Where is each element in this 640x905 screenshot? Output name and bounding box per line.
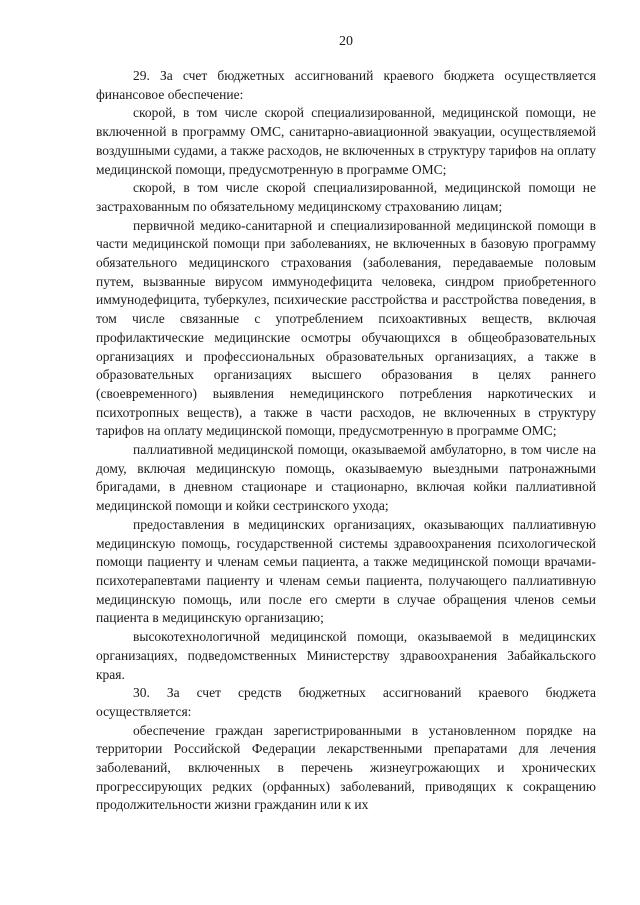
page-number: 20	[339, 34, 353, 49]
paragraph: первичной медико-санитарной и специализированной медицинской помощи в части медицинской помощи при заболеваниях, не включенных в базовую программу обязательного медицинского страхования (заболевания, передаваемые половым путем, вызванные вирусом иммунодефицита человека, синдром приобретенного иммунодефицита, туберкулез, психические расстройства и расстройства поведения, в том числе связанные с употреблением психоактивных веществ, включая профилактические медицинские осмотры обучающихся в общеобразовательных организациях и профессиональных образовательных организациях, а также в образовательных организациях высшего образования в целях раннего (своевременного) выявления немедицинского потребления наркотических и психотропных веществ), а также в части расходов, не включенных в структуру тарифов на оплату медицинской помощи, предусмотренную в программе ОМС;	[96, 217, 596, 439]
paragraph: 30. За счет средств бюджетных ассигнований краевого бюджета осуществляется:	[96, 685, 596, 719]
paragraph: 29. За счет бюджетных ассигнований краевого бюджета осуществляется финансовое обеспечение:	[96, 68, 596, 102]
paragraph: паллиативной медицинской помощи, оказываемой амбулаторно, в том числе на дому, включая медицинскую помощь, оказываемую выездными патронажными бригадами, в дневном стационаре и стационарно, включая койки паллиативной медицинской помощи и койки сестринского ухода;	[96, 442, 596, 514]
paragraph: скорой, в том числе скорой специализированной, медицинской помощи не застрахованным по обязательному медицинскому страхованию лицам;	[96, 180, 596, 214]
paragraph: высокотехнологичной медицинской помощи, оказываемой в медицинских организациях, подведомственных Министерству здравоохранения Забайкальского края.	[96, 629, 596, 682]
paragraph: предоставления в медицинских организациях, оказывающих паллиативную медицинскую помощь, государственной системы здравоохранения психологической помощи пациенту и членам семьи пациента, а также медицинской помощи врачами-психотерапевтами пациенту и членам семьи пациента, получающего паллиативную медицинскую помощь, или после его смерти в случае обращения членов семьи пациента в медицинскую организацию;	[96, 516, 596, 626]
paragraph: обеспечение граждан зарегистрированными в установленном порядке на территории Российской Федерации лекарственными препаратами для лечения заболеваний, включенных в перечень жизнеугрожающих и хронических прогрессирующих редких (орфанных) заболеваний, приводящих к сокращению продолжительности жизни гражданин или к их	[96, 722, 596, 813]
paragraph: скорой, в том числе скорой специализированной, медицинской помощи, не включенной в программу ОМС, санитарно-авиационной эвакуации, осуществляемой воздушными судами, а также расходов, не включенных в структуру тарифов на оплату медицинской помощи, предусмотренную в программе ОМС;	[96, 105, 596, 177]
document-body	[96, 67, 596, 815]
